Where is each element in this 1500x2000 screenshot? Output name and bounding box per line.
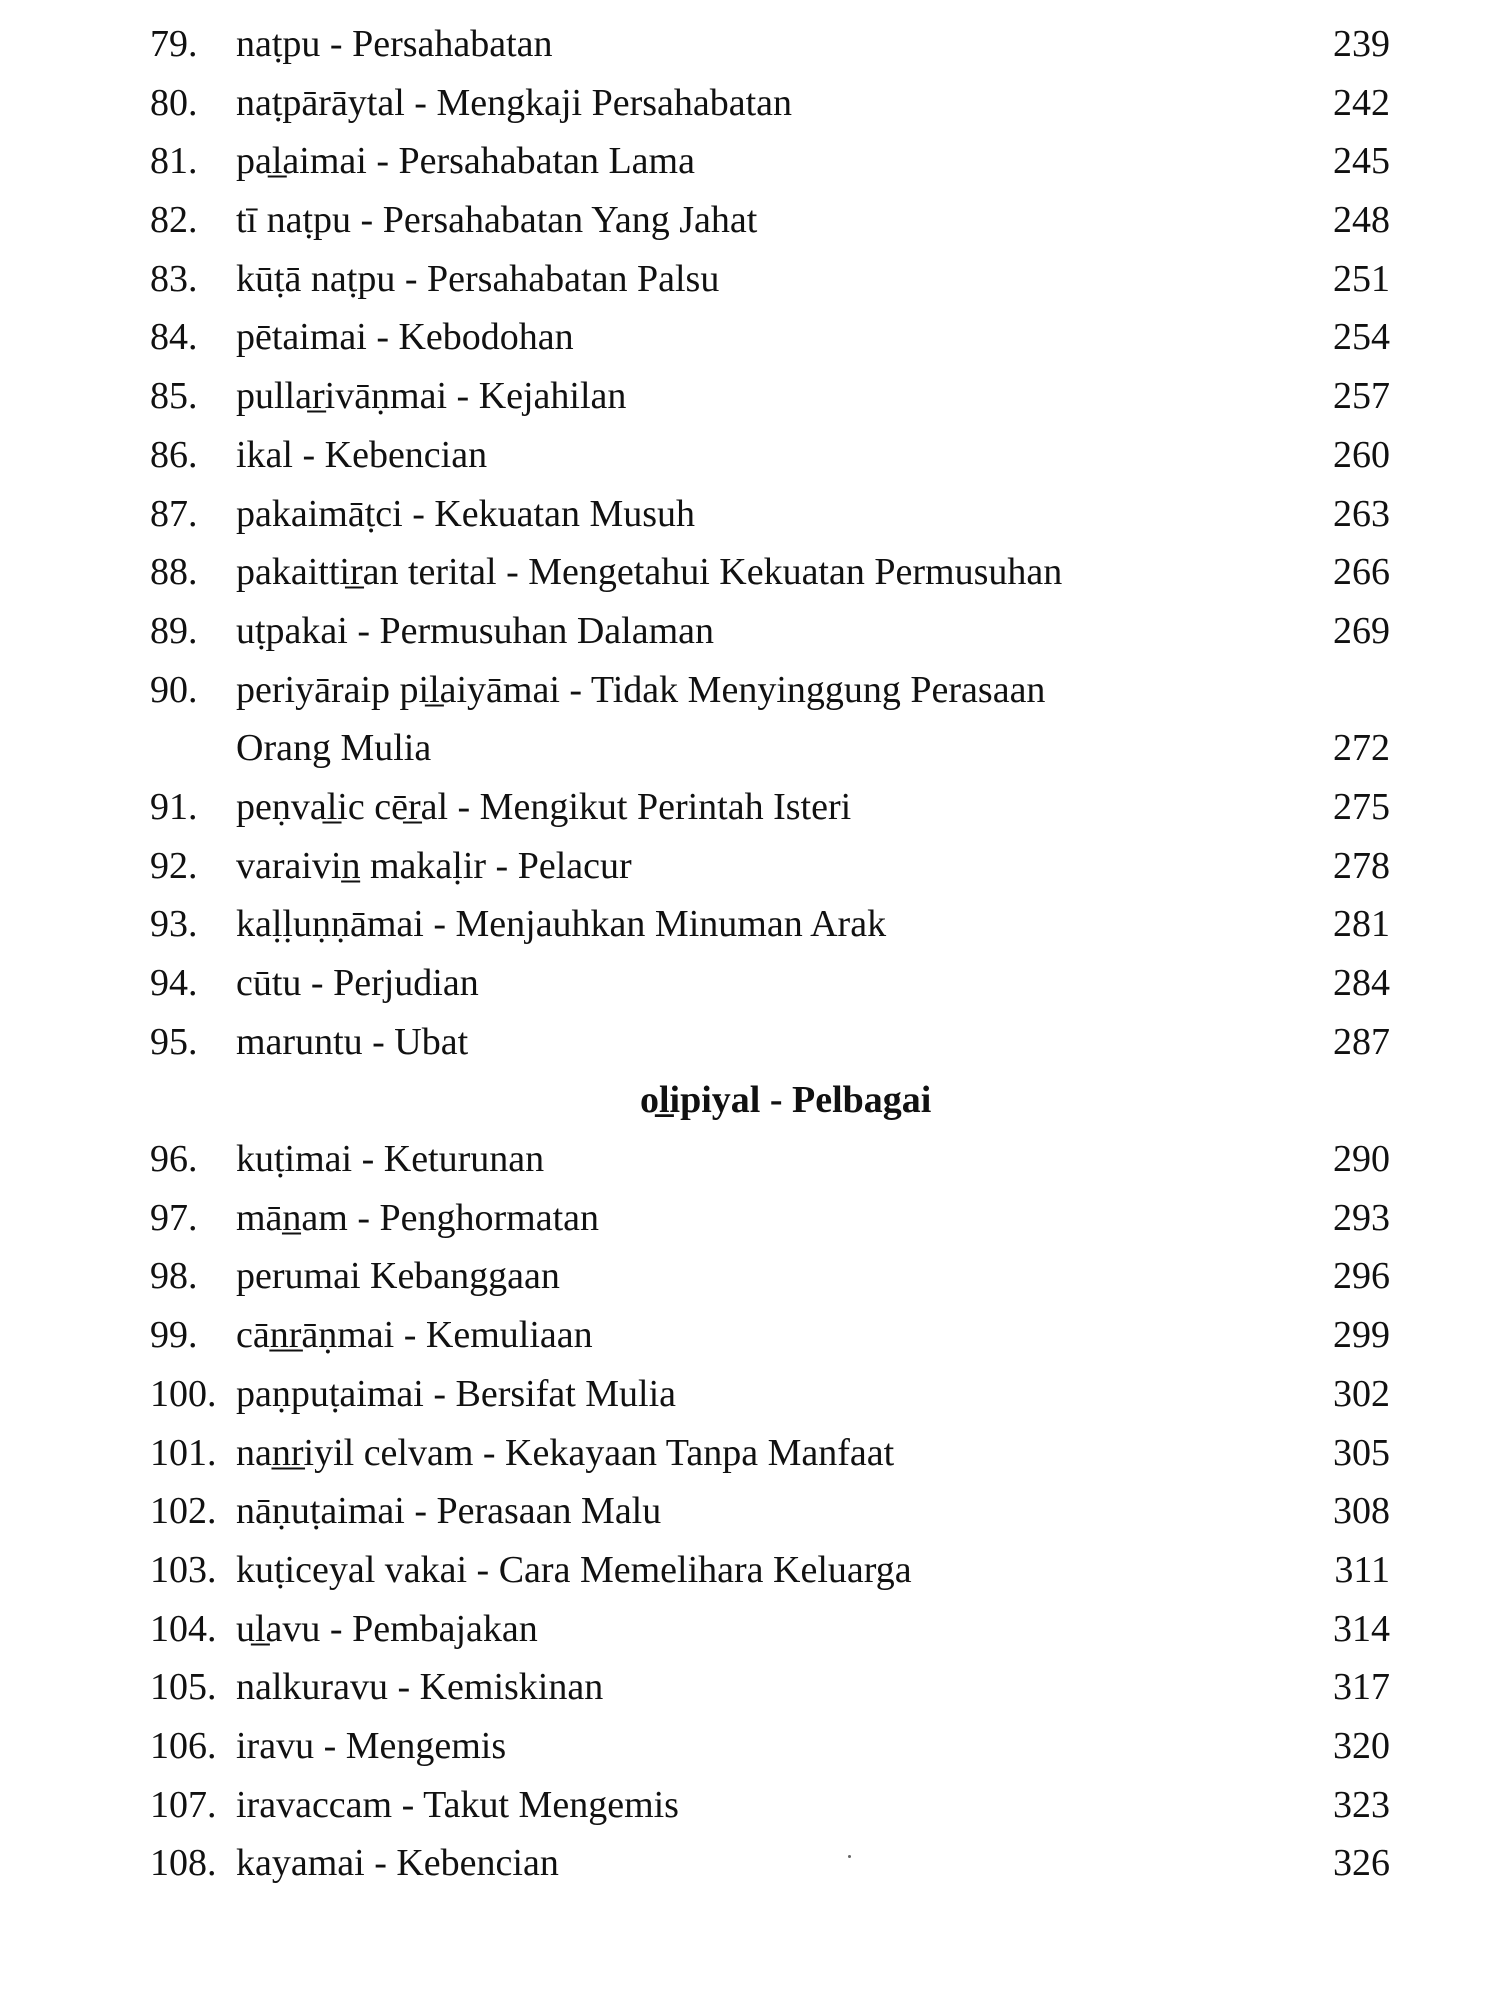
entry-number: 81. — [150, 140, 198, 183]
entry-page-number: 299 — [1333, 1314, 1390, 1357]
entry-page-number: 272 — [1333, 727, 1390, 770]
toc-entry — [150, 367, 1390, 426]
entry-page-number: 305 — [1333, 1431, 1390, 1474]
toc-entry — [150, 1013, 1390, 1072]
toc-entry — [150, 1130, 1390, 1189]
toc-entry — [150, 1658, 1390, 1717]
entry-number: 105. — [150, 1666, 217, 1709]
toc-entry — [150, 602, 1390, 661]
section-heading — [150, 1071, 1390, 1130]
entry-title: pakaittir̲an terital - Mengetahui Kekuatan Permusuhan — [236, 551, 1063, 594]
entry-title: kūṭā naṭpu - Persahabatan Palsu — [236, 257, 720, 300]
entry-page-number: 296 — [1333, 1255, 1390, 1298]
entry-page-number: 254 — [1333, 316, 1390, 359]
entry-number: 83. — [150, 257, 198, 300]
entry-page-number: 311 — [1334, 1548, 1390, 1591]
entry-number: 103. — [150, 1548, 217, 1591]
entry-title: uṭpakai - Permusuhan Dalaman — [236, 609, 715, 652]
entry-title: nalkuravu - Kemiskinan — [236, 1666, 604, 1709]
entry-title: pakaimāṭci - Kekuatan Musuh — [236, 492, 696, 535]
entry-page-number: 263 — [1333, 492, 1390, 535]
entry-page-number: 266 — [1333, 551, 1390, 594]
entry-title: naṭpārāytal - Mengkaji Persahabatan — [236, 81, 793, 124]
toc-entry — [150, 1306, 1390, 1365]
toc-entry — [150, 895, 1390, 954]
toc-entry — [150, 778, 1390, 837]
entry-number: 92. — [150, 844, 198, 887]
toc-entry — [150, 426, 1390, 485]
section-heading-text: ol̲ipiyal - Pelbagai — [640, 1079, 932, 1122]
entry-number: 85. — [150, 375, 198, 418]
entry-title: periyāraip pil̲aiyāmai - Tidak Menyinggung Perasaan — [236, 668, 1046, 711]
entry-page-number: 308 — [1333, 1490, 1390, 1533]
entry-title: perumai Kebanggaan — [236, 1255, 560, 1298]
entry-title: naṭpu - Persahabatan — [236, 23, 553, 65]
entry-number: 94. — [150, 962, 198, 1004]
entry-number: 90. — [150, 668, 198, 711]
entry-page-number: 269 — [1333, 609, 1390, 652]
entry-page-number: 323 — [1333, 1783, 1390, 1826]
entry-title: cūtu - Perjudian — [236, 962, 479, 1004]
entry-title: pētaimai - Kebodohan — [236, 316, 574, 359]
entry-page-number: 242 — [1333, 81, 1390, 124]
entry-page-number: 314 — [1333, 1607, 1390, 1650]
toc-entry — [150, 485, 1390, 544]
toc-entry — [150, 1482, 1390, 1541]
toc-entry — [150, 308, 1390, 367]
toc-entry — [150, 1247, 1390, 1306]
entry-number: 88. — [150, 551, 198, 594]
toc-entry — [150, 191, 1390, 250]
entry-number: 98. — [150, 1255, 198, 1298]
toc-entry — [150, 250, 1390, 309]
entry-page-number: 287 — [1333, 1020, 1390, 1063]
entry-number: 96. — [150, 1138, 198, 1181]
entry-title: iravaccam - Takut Mengemis — [236, 1783, 679, 1826]
entry-number: 91. — [150, 785, 198, 828]
entry-page-number: 281 — [1333, 903, 1390, 946]
entry-number: 84. — [150, 316, 198, 359]
toc-entry — [150, 1365, 1390, 1424]
entry-title: mān̲am - Penghormatan — [236, 1196, 600, 1239]
entry-page-number: 257 — [1333, 375, 1390, 418]
toc-entry — [150, 661, 1390, 720]
entry-number: 104. — [150, 1607, 217, 1650]
toc-entry — [150, 15, 1390, 74]
table-of-contents — [150, 15, 1390, 1893]
entry-title: kuṭimai - Keturunan — [236, 1138, 545, 1181]
entry-number: 87. — [150, 492, 198, 535]
entry-page-number: 320 — [1333, 1724, 1390, 1767]
entry-page-number: 326 — [1333, 1842, 1390, 1885]
entry-page-number: 239 — [1333, 23, 1390, 65]
entry-page-number: 245 — [1333, 140, 1390, 183]
entry-title: paṇpuṭaimai - Bersifat Mulia — [236, 1372, 677, 1415]
toc-entry — [150, 132, 1390, 191]
toc-entry — [150, 837, 1390, 896]
toc-entry — [150, 719, 1390, 778]
toc-entry — [150, 954, 1390, 1013]
entry-number: 107. — [150, 1783, 217, 1826]
toc-entry — [150, 1600, 1390, 1659]
entry-title: maruntu - Ubat — [236, 1020, 469, 1063]
entry-title: kaḷḷuṇṇāmai - Menjauhkan Minuman Arak — [236, 903, 887, 946]
entry-title: kayamai - Kebencian — [236, 1842, 559, 1885]
entry-title: nan̲r̲iyil celvam - Kekayaan Tanpa Manfaat — [236, 1431, 895, 1474]
entry-title: iravu - Mengemis — [236, 1724, 507, 1767]
entry-page-number: 317 — [1333, 1666, 1390, 1709]
entry-title: Orang Mulia — [236, 727, 432, 770]
entry-page-number: 284 — [1333, 962, 1390, 1004]
entry-page-number: 275 — [1333, 785, 1390, 828]
entry-title: varaivin̲ makaḷir - Pelacur — [236, 844, 632, 887]
toc-entry — [150, 1776, 1390, 1835]
toc-group-a — [150, 15, 1390, 1071]
entry-title: ul̲avu - Pembajakan — [236, 1607, 538, 1650]
entry-title: kuṭiceyal vakai - Cara Memelihara Keluarga — [236, 1548, 912, 1591]
entry-number: 102. — [150, 1490, 217, 1533]
entry-number: 80. — [150, 81, 198, 124]
entry-number: 79. — [150, 23, 198, 65]
entry-number: 82. — [150, 199, 198, 242]
entry-page-number: 260 — [1333, 433, 1390, 476]
entry-number: 99. — [150, 1314, 198, 1357]
entry-number: 93. — [150, 903, 198, 946]
toc-group-b — [150, 1130, 1390, 1893]
entry-page-number: 290 — [1333, 1138, 1390, 1181]
toc-entry — [150, 543, 1390, 602]
entry-title: pullar̲ivāṇmai - Kejahilan — [236, 375, 627, 418]
entry-title: tī naṭpu - Persahabatan Yang Jahat — [236, 199, 758, 242]
entry-number: 108. — [150, 1842, 217, 1885]
entry-title: peṇval̲ic cēr̲al - Mengikut Perintah Isteri — [236, 785, 852, 828]
entry-number: 106. — [150, 1724, 217, 1767]
toc-entry — [150, 1717, 1390, 1776]
toc-entry — [150, 1541, 1390, 1600]
toc-entry — [150, 1189, 1390, 1248]
toc-entry — [150, 1424, 1390, 1483]
toc-entry — [150, 1834, 1390, 1893]
entry-number: 95. — [150, 1020, 198, 1063]
entry-page-number: 248 — [1333, 199, 1390, 242]
scan-speck — [848, 1855, 851, 1858]
entry-title: ikal - Kebencian — [236, 433, 488, 476]
entry-page-number: 251 — [1333, 257, 1390, 300]
entry-number: 97. — [150, 1196, 198, 1239]
entry-number: 101. — [150, 1431, 217, 1474]
entry-number: 89. — [150, 609, 198, 652]
entry-title: nāṇuṭaimai - Perasaan Malu — [236, 1490, 662, 1533]
entry-title: pal̲aimai - Persahabatan Lama — [236, 140, 695, 183]
entry-page-number: 302 — [1333, 1372, 1390, 1415]
entry-page-number: 293 — [1333, 1196, 1390, 1239]
entry-number: 100. — [150, 1372, 217, 1415]
entry-page-number: 278 — [1333, 844, 1390, 887]
toc-entry — [150, 74, 1390, 133]
entry-title: cān̲r̲āṇmai - Kemuliaan — [236, 1314, 593, 1357]
entry-number: 86. — [150, 433, 198, 476]
